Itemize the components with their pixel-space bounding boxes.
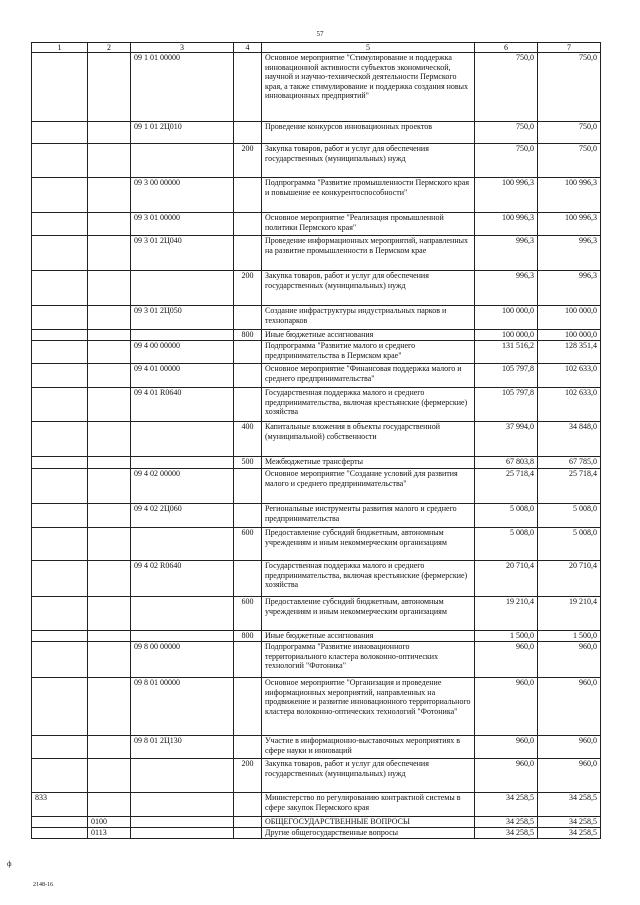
table-row (32, 678, 601, 736)
table-row (32, 178, 601, 213)
ministry-code (32, 561, 88, 597)
amount-year-1: 37 994,0 (475, 422, 538, 457)
section-code (88, 306, 131, 330)
section-code (88, 364, 131, 388)
table-row (32, 528, 601, 561)
expense-type-code: 500 (234, 457, 262, 469)
amount-year-2: 960,0 (538, 642, 601, 678)
amount-year-2: 34 848,0 (538, 422, 601, 457)
section-code: 0113 (88, 828, 131, 839)
ministry-code (32, 631, 88, 642)
ministry-code (32, 122, 88, 144)
amount-year-2: 100 000,0 (538, 306, 601, 330)
amount-year-1: 20 710,4 (475, 561, 538, 597)
header-col-6: 6 (475, 43, 538, 53)
amount-year-1: 34 258,5 (475, 828, 538, 839)
table-row (32, 341, 601, 364)
section-code (88, 597, 131, 631)
item-name: Проведение конкурсов инновационных проектов (262, 122, 475, 144)
table-row (32, 561, 601, 597)
ministry-code (32, 828, 88, 839)
item-name: Иные бюджетные ассигнования (262, 631, 475, 642)
expense-type-code (234, 817, 262, 828)
table-row (32, 144, 601, 178)
amount-year-2: 996,3 (538, 236, 601, 271)
item-name: Закупка товаров, работ и услуг для обеспечения государственных (муниципальных) нужд (262, 144, 475, 178)
amount-year-1: 5 008,0 (475, 504, 538, 528)
section-code (88, 631, 131, 642)
section-code: 0100 (88, 817, 131, 828)
amount-year-1: 34 258,5 (475, 793, 538, 817)
item-name: Государственная поддержка малого и среднего предпринимательства, включая крестьянские (фермерские) хозяйства (262, 388, 475, 422)
item-name: Создание инфраструктуры индустриальных парков и технопарков (262, 306, 475, 330)
amount-year-2: 128 351,4 (538, 341, 601, 364)
table-row (32, 793, 601, 817)
amount-year-1: 996,3 (475, 271, 538, 306)
ministry-code (32, 271, 88, 306)
item-name: Проведение информационных мероприятий, направленных на развитие промышленности в Пермском крае (262, 236, 475, 271)
item-name: Предоставление субсидий бюджетным, автономным учреждениям и иным некоммерческим организациям (262, 528, 475, 561)
amount-year-2: 5 008,0 (538, 504, 601, 528)
amount-year-1: 100 996,3 (475, 178, 538, 213)
table-row (32, 457, 601, 469)
amount-year-2: 25 718,4 (538, 469, 601, 504)
table-row (32, 388, 601, 422)
header-col-5: 5 (262, 43, 475, 53)
ministry-code (32, 597, 88, 631)
item-name: Другие общегосударственные вопросы (262, 828, 475, 839)
section-code (88, 504, 131, 528)
target-article-code (131, 828, 234, 839)
expense-type-code: 800 (234, 330, 262, 341)
ministry-code (32, 736, 88, 759)
expense-type-code (234, 178, 262, 213)
expense-type-code (234, 236, 262, 271)
item-name: Капитальные вложения в объекты государственной (муниципальной) собственности (262, 422, 475, 457)
amount-year-1: 19 210,4 (475, 597, 538, 631)
amount-year-2: 5 008,0 (538, 528, 601, 561)
ministry-code (32, 528, 88, 561)
target-article-code (131, 631, 234, 642)
expense-type-code: 200 (234, 271, 262, 306)
ministry-code (32, 144, 88, 178)
table-row (32, 642, 601, 678)
amount-year-2: 34 258,5 (538, 828, 601, 839)
section-code (88, 793, 131, 817)
amount-year-2: 67 785,0 (538, 457, 601, 469)
section-code (88, 178, 131, 213)
ministry-code (32, 213, 88, 236)
section-code (88, 528, 131, 561)
expense-type-code (234, 469, 262, 504)
target-article-code: 09 3 01 00000 (131, 213, 234, 236)
section-code (88, 341, 131, 364)
table-row (32, 469, 601, 504)
table-row (32, 306, 601, 330)
section-code (88, 561, 131, 597)
ministry-code (32, 457, 88, 469)
item-name: Министерство по регулированию контрактной системы в сфере закупок Пермского края (262, 793, 475, 817)
item-name: Участие в информационно-выставочных мероприятиях в сфере науки и инноваций (262, 736, 475, 759)
expense-type-code (234, 793, 262, 817)
expense-type-code (234, 306, 262, 330)
ministry-code (32, 53, 88, 122)
target-article-code: 09 3 00 00000 (131, 178, 234, 213)
amount-year-1: 996,3 (475, 236, 538, 271)
table-row (32, 236, 601, 271)
ministry-code (32, 341, 88, 364)
table-row (32, 422, 601, 457)
expense-type-code (234, 388, 262, 422)
item-name: Закупка товаров, работ и услуг для обеспечения государственных (муниципальных) нужд (262, 271, 475, 306)
ministry-code (32, 469, 88, 504)
item-name: Иные бюджетные ассигнования (262, 330, 475, 341)
section-code (88, 236, 131, 271)
section-code (88, 736, 131, 759)
item-name: Предоставление субсидий бюджетным, автономным учреждениям и иным некоммерческим организациям (262, 597, 475, 631)
margin-mark: ф (7, 860, 12, 868)
ministry-code (32, 504, 88, 528)
expense-type-code: 600 (234, 597, 262, 631)
table-row (32, 631, 601, 642)
amount-year-1: 67 803,8 (475, 457, 538, 469)
table-row (32, 504, 601, 528)
expense-type-code (234, 561, 262, 597)
expense-type-code (234, 122, 262, 144)
section-code (88, 271, 131, 306)
header-col-1: 1 (32, 43, 88, 53)
item-name: Подпрограмма "Развитие малого и среднего предпринимательства в Пермском крае" (262, 341, 475, 364)
item-name: Подпрограмма "Развитие промышленности Пермского края и повышение ее конкурентоспособности" (262, 178, 475, 213)
amount-year-2: 19 210,4 (538, 597, 601, 631)
target-article-code: 09 4 02 00000 (131, 469, 234, 504)
expense-type-code (234, 678, 262, 736)
target-article-code: 09 4 02 R0640 (131, 561, 234, 597)
amount-year-1: 131 516,2 (475, 341, 538, 364)
amount-year-2: 34 258,5 (538, 817, 601, 828)
amount-year-1: 750,0 (475, 144, 538, 178)
amount-year-2: 960,0 (538, 736, 601, 759)
amount-year-2: 960,0 (538, 759, 601, 793)
amount-year-2: 102 633,0 (538, 388, 601, 422)
amount-year-1: 105 797,8 (475, 364, 538, 388)
expense-type-code (234, 364, 262, 388)
table-row (32, 759, 601, 793)
expense-type-code: 200 (234, 144, 262, 178)
amount-year-1: 105 797,8 (475, 388, 538, 422)
amount-year-2: 20 710,4 (538, 561, 601, 597)
amount-year-2: 100 996,3 (538, 178, 601, 213)
ministry-code (32, 236, 88, 271)
expense-type-code: 600 (234, 528, 262, 561)
amount-year-1: 1 500,0 (475, 631, 538, 642)
section-code (88, 213, 131, 236)
table-row (32, 271, 601, 306)
expense-type-code (234, 341, 262, 364)
amount-year-1: 960,0 (475, 678, 538, 736)
document-code: 2148-16 (33, 882, 53, 888)
item-name: Подпрограмма "Развитие инновационного территориального кластера волоконно-оптических технологий "Фотоника" (262, 642, 475, 678)
target-article-code: 09 4 01 00000 (131, 364, 234, 388)
item-name: Региональные инструменты развития малого и среднего предпринимательства (262, 504, 475, 528)
section-code (88, 759, 131, 793)
ministry-code (32, 678, 88, 736)
ministry-code: 833 (32, 793, 88, 817)
section-code (88, 642, 131, 678)
item-name: Основное мероприятие "Стимулирование и поддержка инновационной активности субъектов экономической, научной и научно-технической деятельности Пермского края, а также стимулирование и поддержка создания новых инновационных предприятий" (262, 53, 475, 122)
target-article-code (131, 144, 234, 178)
header-row (32, 43, 601, 53)
item-name: Основное мероприятие "Организация и проведение информационных мероприятий, направленных на продвижение и развитие инновационного территориального кластера волоконно-оптических технологий "Фотоника" (262, 678, 475, 736)
target-article-code (131, 817, 234, 828)
ministry-code (32, 422, 88, 457)
header-col-7: 7 (538, 43, 601, 53)
section-code (88, 330, 131, 341)
target-article-code: 09 8 00 00000 (131, 642, 234, 678)
item-name: ОБЩЕГОСУДАРСТВЕННЫЕ ВОПРОСЫ (262, 817, 475, 828)
header-col-2: 2 (88, 43, 131, 53)
expense-type-code (234, 736, 262, 759)
target-article-code: 09 1 01 00000 (131, 53, 234, 122)
target-article-code (131, 759, 234, 793)
amount-year-1: 100 996,3 (475, 213, 538, 236)
target-article-code (131, 528, 234, 561)
item-name: Основное мероприятие "Создание условий для развития малого и среднего предпринимательства" (262, 469, 475, 504)
amount-year-2: 750,0 (538, 53, 601, 122)
section-code (88, 678, 131, 736)
amount-year-1: 960,0 (475, 736, 538, 759)
section-code (88, 422, 131, 457)
target-article-code: 09 3 01 2Ц040 (131, 236, 234, 271)
target-article-code (131, 457, 234, 469)
expense-type-code (234, 828, 262, 839)
section-code (88, 388, 131, 422)
ministry-code (32, 642, 88, 678)
section-code (88, 122, 131, 144)
expense-type-code: 400 (234, 422, 262, 457)
item-name: Государственная поддержка малого и среднего предпринимательства, включая крестьянские (фермерские) хозяйства (262, 561, 475, 597)
amount-year-1: 750,0 (475, 53, 538, 122)
amount-year-2: 100 000,0 (538, 330, 601, 341)
table-row (32, 330, 601, 341)
table-row (32, 828, 601, 839)
amount-year-2: 1 500,0 (538, 631, 601, 642)
table-row (32, 213, 601, 236)
amount-year-2: 102 633,0 (538, 364, 601, 388)
ministry-code (32, 817, 88, 828)
table-row (32, 364, 601, 388)
page-number: 57 (316, 30, 324, 38)
header-col-3: 3 (131, 43, 234, 53)
target-article-code (131, 597, 234, 631)
section-code (88, 53, 131, 122)
target-article-code (131, 271, 234, 306)
amount-year-1: 5 008,0 (475, 528, 538, 561)
budget-table (31, 42, 601, 839)
amount-year-1: 25 718,4 (475, 469, 538, 504)
amount-year-2: 100 996,3 (538, 213, 601, 236)
expense-type-code: 200 (234, 759, 262, 793)
amount-year-1: 100 000,0 (475, 306, 538, 330)
ministry-code (32, 388, 88, 422)
ministry-code (32, 178, 88, 213)
target-article-code: 09 3 01 2Ц050 (131, 306, 234, 330)
amount-year-2: 996,3 (538, 271, 601, 306)
target-article-code (131, 330, 234, 341)
ministry-code (32, 759, 88, 793)
table-row (32, 53, 601, 122)
table-row (32, 817, 601, 828)
amount-year-1: 960,0 (475, 642, 538, 678)
expense-type-code (234, 504, 262, 528)
section-code (88, 457, 131, 469)
amount-year-1: 750,0 (475, 122, 538, 144)
table-row (32, 122, 601, 144)
expense-type-code (234, 213, 262, 236)
table-row (32, 736, 601, 759)
target-article-code: 09 4 01 R0640 (131, 388, 234, 422)
target-article-code: 09 8 01 2Ц130 (131, 736, 234, 759)
target-article-code: 09 4 02 2Ц060 (131, 504, 234, 528)
item-name: Основное мероприятие "Реализация промышленной политики Пермского края" (262, 213, 475, 236)
amount-year-2: 34 258,5 (538, 793, 601, 817)
target-article-code (131, 793, 234, 817)
amount-year-1: 960,0 (475, 759, 538, 793)
ministry-code (32, 306, 88, 330)
ministry-code (32, 364, 88, 388)
table-row (32, 597, 601, 631)
amount-year-1: 100 000,0 (475, 330, 538, 341)
item-name: Межбюджетные трансферты (262, 457, 475, 469)
target-article-code: 09 8 01 00000 (131, 678, 234, 736)
amount-year-2: 960,0 (538, 678, 601, 736)
expense-type-code (234, 642, 262, 678)
section-code (88, 144, 131, 178)
target-article-code: 09 4 00 00000 (131, 341, 234, 364)
target-article-code: 09 1 01 2Ц010 (131, 122, 234, 144)
amount-year-2: 750,0 (538, 122, 601, 144)
ministry-code (32, 330, 88, 341)
section-code (88, 469, 131, 504)
amount-year-2: 750,0 (538, 144, 601, 178)
item-name: Основное мероприятие "Финансовая поддержка малого и среднего предпринимательства" (262, 364, 475, 388)
header-col-4: 4 (234, 43, 262, 53)
amount-year-1: 34 258,5 (475, 817, 538, 828)
expense-type-code (234, 53, 262, 122)
item-name: Закупка товаров, работ и услуг для обеспечения государственных (муниципальных) нужд (262, 759, 475, 793)
expense-type-code: 800 (234, 631, 262, 642)
target-article-code (131, 422, 234, 457)
